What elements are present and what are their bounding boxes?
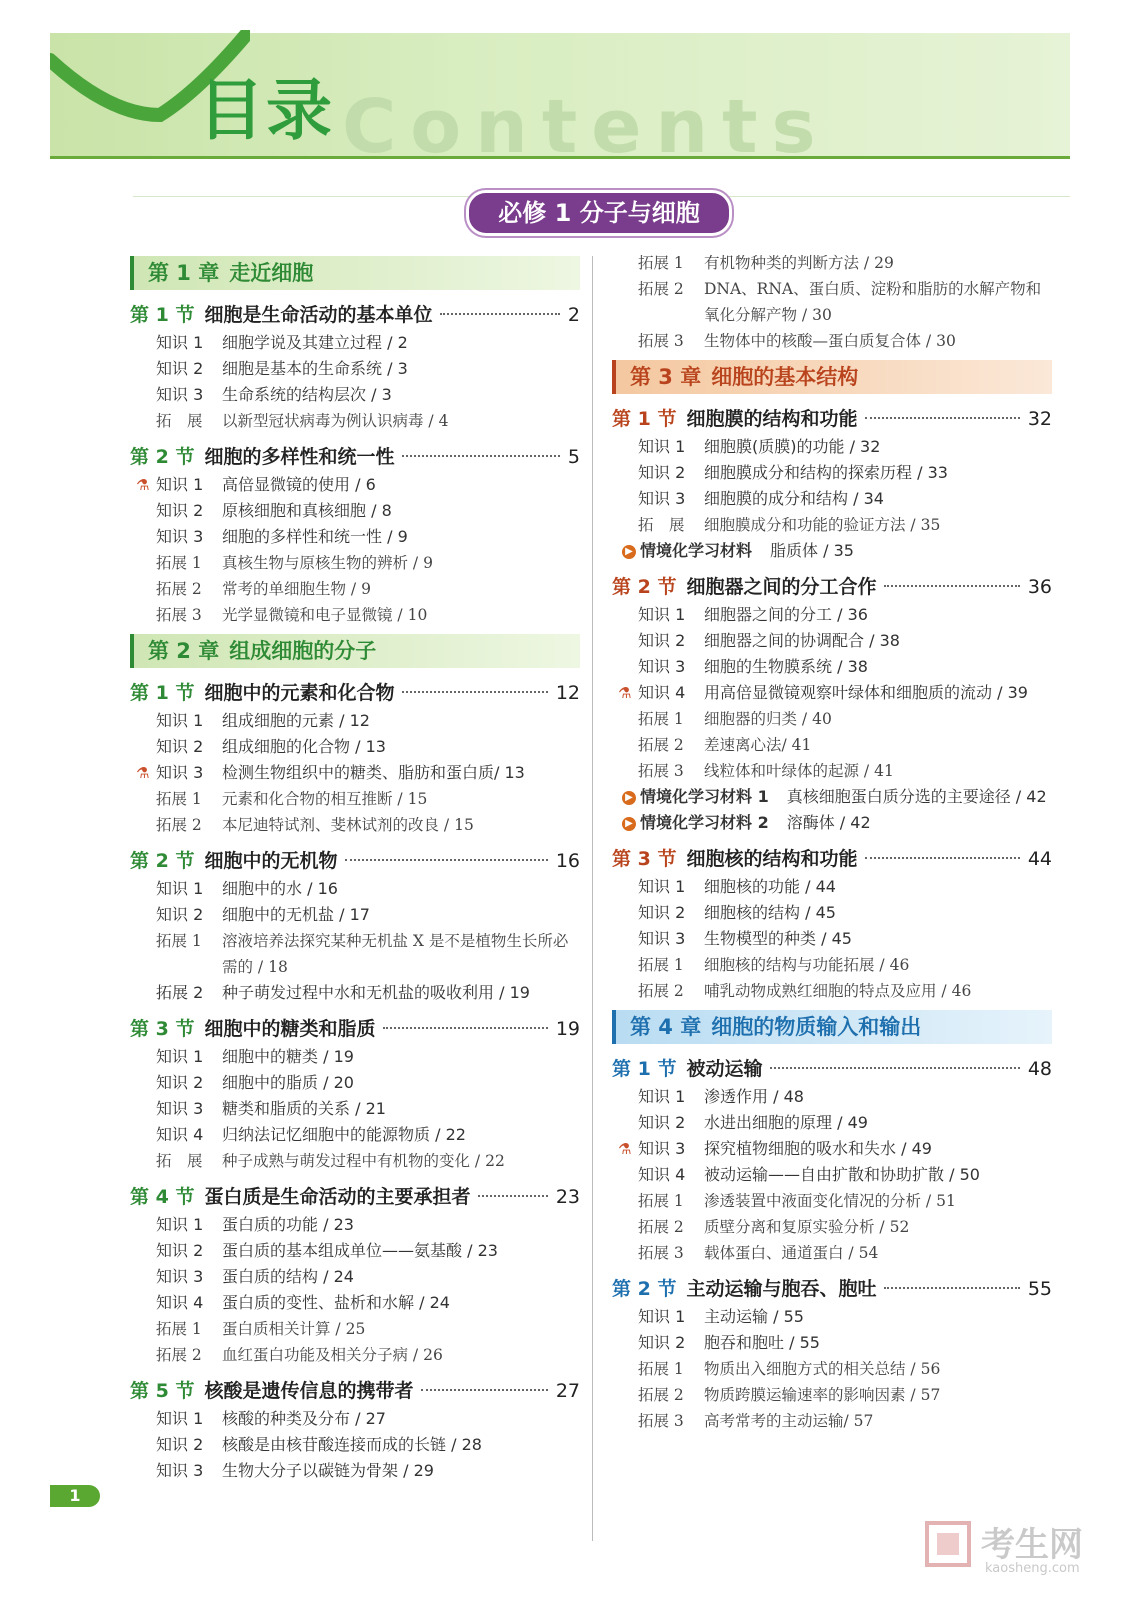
toc-item-text: 细胞核的结构 / 45	[704, 903, 836, 922]
toc-item	[130, 602, 580, 628]
toc-item-label: 知识 1	[638, 437, 686, 456]
toc-item-label: 拓展 2	[638, 1386, 684, 1404]
chapter-number: 第 3 章	[630, 365, 702, 389]
dot-leader	[345, 859, 547, 861]
toc-item	[130, 1070, 580, 1096]
toc-item-text: 用高倍显微镜观察叶绿体和细胞质的流动 / 39	[704, 683, 1028, 702]
watermark-text: 考生网	[981, 1525, 1083, 1565]
dot-leader	[383, 1027, 547, 1029]
dot-leader	[478, 1195, 547, 1197]
dot-leader	[865, 857, 1019, 859]
dot-leader	[770, 1067, 1019, 1069]
toc-item	[130, 902, 580, 928]
section-page: 55	[1027, 1278, 1052, 1300]
dot-leader	[421, 1389, 547, 1391]
toc-item	[612, 1240, 1052, 1266]
toc-item	[612, 328, 1052, 354]
toc-item	[130, 708, 580, 734]
toc-item-text: 组成细胞的元素 / 12	[222, 711, 370, 730]
chapter-number: 第 2 章	[148, 639, 220, 663]
chapter-heading	[130, 634, 580, 668]
toc-item-label: 拓展 3	[156, 606, 202, 624]
toc-item-label: 知识 1	[156, 711, 204, 730]
toc-item-text: 细胞膜(质膜)的功能 / 32	[704, 437, 881, 456]
toc-item-text: 元素和化合物的相互推断 / 15	[222, 790, 428, 808]
toc-item-label: 知识 3	[156, 1267, 204, 1286]
toc-item-label: 拓 展	[156, 1152, 203, 1170]
dot-leader	[402, 455, 559, 457]
section-page: 23	[555, 1186, 580, 1208]
toc-item-text: 溶液培养法探究某种无机盐 X 是不是植物生长所必需的 / 18	[222, 932, 569, 976]
toc-item	[130, 734, 580, 760]
toc-item-label: 拓展 2	[156, 816, 202, 834]
toc-item	[130, 876, 580, 902]
context-material-entry	[612, 538, 1052, 564]
toc-item-label: 知识 2	[638, 463, 686, 482]
toc-item-text: 血红蛋白功能及相关分子病 / 26	[222, 1346, 443, 1364]
toc-item-text: 原核细胞和真核细胞 / 8	[222, 501, 392, 520]
section-number: 第 1 节	[612, 1058, 677, 1080]
toc-item-label: 拓展 3	[638, 1244, 684, 1262]
toc-item-text: 蛋白质的功能 / 23	[222, 1215, 354, 1234]
toc-left-column	[130, 250, 580, 1484]
toc-item	[612, 250, 1052, 276]
toc-item-label: 拓展 1	[156, 554, 202, 572]
toc-item-text: 细胞是基本的生命系统 / 3	[222, 359, 408, 378]
section-heading	[612, 1054, 1052, 1084]
toc-item-label: 知识 3	[638, 657, 686, 676]
toc-item	[612, 1162, 1052, 1188]
continued-items	[612, 250, 1052, 354]
toc-item-label	[622, 784, 769, 810]
toc-item	[612, 276, 1052, 328]
toc-item-label: 知识 4	[638, 1165, 686, 1184]
toc-item	[612, 732, 1052, 758]
toc-item	[130, 524, 580, 550]
toc-item	[130, 760, 580, 786]
section-page: 44	[1027, 848, 1052, 870]
section-title: 细胞器之间的分工合作	[686, 576, 877, 598]
toc-item-text: 真核生物与原核生物的辨析 / 9	[222, 554, 433, 572]
toc-item	[130, 498, 580, 524]
section-number: 第 1 节	[130, 304, 195, 326]
toc-item-text: 蛋白质的基本组成单位——氨基酸 / 23	[222, 1241, 498, 1260]
toc-item-text: 胞吞和胞吐 / 55	[704, 1333, 820, 1352]
section-page: 32	[1027, 408, 1052, 430]
toc-item	[612, 602, 1052, 628]
toc-item	[130, 472, 580, 498]
arrow-circle-icon: ▶	[622, 545, 636, 559]
toc-item	[130, 980, 580, 1006]
toc-item	[612, 926, 1052, 952]
toc-item	[612, 486, 1052, 512]
section-page: 27	[555, 1380, 580, 1402]
toc-item-text: 有机物种类的判断方法 / 29	[704, 254, 894, 272]
toc-item-text: 蛋白质的变性、盐析和水解 / 24	[222, 1293, 450, 1312]
toc-item-text: 细胞膜成分和功能的验证方法 / 35	[704, 516, 941, 534]
toc-item-text: 蛋白质相关计算 / 25	[222, 1320, 366, 1338]
toc-item-label: 知识 2	[638, 1333, 686, 1352]
toc-item-label: 知识 2	[156, 737, 204, 756]
section-title: 细胞中的元素和化合物	[204, 682, 395, 704]
section-title: 核酸是遗传信息的携带者	[204, 1380, 414, 1402]
toc-item-text: 细胞核的结构与功能拓展 / 46	[704, 956, 910, 974]
toc-item-label-text: 情境化学习材料	[640, 541, 753, 560]
toc-item-label: 拓展 1	[638, 956, 684, 974]
toc-item-text: 物质出入细胞方式的相关总结 / 56	[704, 1360, 941, 1378]
toc-item-text: 细胞的多样性和统一性 / 9	[222, 527, 408, 546]
toc-item-text: 糖类和脂质的关系 / 21	[222, 1099, 386, 1118]
section-number: 第 5 节	[130, 1380, 195, 1402]
toc-item-label: 知识 1	[638, 1087, 686, 1106]
toc-item-text: 被动运输——自由扩散和协助扩散 / 50	[704, 1165, 980, 1184]
section-heading	[130, 1182, 580, 1212]
toc-item	[612, 706, 1052, 732]
toc-item-label: 知识 2	[638, 903, 686, 922]
section-number: 第 4 节	[130, 1186, 195, 1208]
section-title: 蛋白质是生命活动的主要承担者	[204, 1186, 471, 1208]
toc-item-label: 知识 2	[156, 501, 204, 520]
toc-item-text: 组成细胞的化合物 / 13	[222, 737, 386, 756]
toc-item-text: 生物大分子以碳链为骨架 / 29	[222, 1461, 434, 1480]
toc-item-text: 质壁分离和复原实验分析 / 52	[704, 1218, 910, 1236]
toc-item-label: 拓展 2	[156, 580, 202, 598]
toc-item	[130, 356, 580, 382]
toc-item	[612, 874, 1052, 900]
toc-item-label: 拓展 1	[156, 790, 202, 808]
section-title: 主动运输与胞吞、胞吐	[686, 1278, 877, 1300]
section-page: 16	[555, 850, 580, 872]
section-heading	[612, 1274, 1052, 1304]
toc-item	[612, 1214, 1052, 1240]
toc-item	[130, 786, 580, 812]
toc-item-text: 细胞中的脂质 / 20	[222, 1073, 354, 1092]
flask-icon: ⚗	[618, 1140, 632, 1158]
section-page: 2	[567, 304, 580, 326]
section-title: 细胞的多样性和统一性	[204, 446, 395, 468]
toc-item-text: 细胞的生物膜系统 / 38	[704, 657, 868, 676]
section-title: 细胞核的结构和功能	[686, 848, 858, 870]
toc-item-label: 拓展 2	[638, 982, 684, 1000]
toc-item-text: 细胞中的水 / 16	[222, 879, 338, 898]
toc-item-text: 载体蛋白、通道蛋白 / 54	[704, 1244, 879, 1262]
toc-item-label: 知识 1	[156, 1409, 204, 1428]
kaosheng-logo-icon	[925, 1521, 971, 1567]
toc-item	[130, 1044, 580, 1070]
arrow-circle-icon: ▶	[622, 817, 636, 831]
section-title: 细胞中的无机物	[204, 850, 338, 872]
toc-item-label: 拓展 1	[156, 1320, 202, 1338]
toc-item-text: 归纳法记忆细胞中的能源物质 / 22	[222, 1125, 466, 1144]
toc-item-text: 光学显微镜和电子显微镜 / 10	[222, 606, 428, 624]
toc-item-label: 拓展 1	[638, 710, 684, 728]
dot-leader	[865, 417, 1019, 419]
toc-item	[612, 1304, 1052, 1330]
section-page: 19	[555, 1018, 580, 1040]
toc-item-text: 核酸的种类及分布 / 27	[222, 1409, 386, 1428]
toc-item-label: 知识 4	[638, 683, 686, 702]
toc-item-label: 知识 3	[638, 489, 686, 508]
section-heading	[130, 300, 580, 330]
section-heading	[612, 572, 1052, 602]
toc-item-label: 知识 1	[156, 475, 204, 494]
toc-item	[612, 1356, 1052, 1382]
section-heading	[130, 1376, 580, 1406]
toc-item	[130, 1290, 580, 1316]
toc-item-label: 拓展 2	[638, 1218, 684, 1236]
toc-item	[130, 1122, 580, 1148]
toc-item-label: 拓展 1	[638, 254, 684, 272]
chapter-heading	[612, 360, 1052, 394]
toc-item-label: 知识 1	[156, 1047, 204, 1066]
toc-item-text: 物质跨膜运输速率的影响因素 / 57	[704, 1386, 941, 1404]
section-number: 第 2 节	[130, 446, 195, 468]
toc-item-text: 细胞器的归类 / 40	[704, 710, 832, 728]
toc-item-text: 细胞膜成分和结构的探索历程 / 33	[704, 463, 948, 482]
page-title: 目录	[198, 72, 334, 149]
toc-item-text: 主动运输 / 55	[704, 1307, 804, 1326]
toc-item-text: 高考常考的主动运输/ 57	[704, 1412, 874, 1430]
toc-item	[130, 1238, 580, 1264]
section-heading	[130, 1014, 580, 1044]
section-number: 第 2 节	[130, 850, 195, 872]
toc-item-text: 细胞器之间的协调配合 / 38	[704, 631, 900, 650]
toc-item-text: 细胞膜的成分和结构 / 34	[704, 489, 884, 508]
section-title: 被动运输	[686, 1058, 763, 1080]
toc-item	[130, 408, 580, 434]
section-heading	[612, 844, 1052, 874]
chapter-title: 细胞的基本结构	[711, 365, 859, 389]
section-number: 第 3 节	[612, 848, 677, 870]
toc-item-label: 拓展 1	[638, 1360, 684, 1378]
arrow-circle-icon: ▶	[622, 791, 636, 805]
toc-right-column	[612, 250, 1052, 1434]
flask-icon: ⚗	[136, 764, 150, 782]
toc-item	[612, 1382, 1052, 1408]
section-title: 细胞中的糖类和脂质	[204, 1018, 376, 1040]
toc-item-label-text: 情境化学习材料 2	[640, 813, 769, 832]
flask-icon: ⚗	[618, 684, 632, 702]
toc-item-label-text: 情境化学习材料 1	[640, 787, 769, 806]
section-number: 第 1 节	[612, 408, 677, 430]
toc-item	[130, 1316, 580, 1342]
section-heading	[130, 846, 580, 876]
chapter-title: 走近细胞	[229, 261, 314, 285]
section-heading	[130, 442, 580, 472]
toc-item	[612, 1136, 1052, 1162]
toc-item-text: 线粒体和叶绿体的起源 / 41	[704, 762, 894, 780]
chapter-title: 组成细胞的分子	[229, 639, 377, 663]
toc-item	[612, 1084, 1052, 1110]
toc-item-label: 知识 3	[156, 1461, 204, 1480]
toc-item-text: 本尼迪特试剂、斐林试剂的改良 / 15	[222, 816, 474, 834]
toc-item-label: 知识 1	[156, 1215, 204, 1234]
toc-item	[612, 654, 1052, 680]
toc-item-text: 种子成熟与萌发过程中有机物的变化 / 22	[222, 1152, 505, 1170]
toc-item-label: 知识 1	[638, 877, 686, 896]
toc-item-label: 知识 3	[638, 1139, 686, 1158]
watermark	[925, 1515, 1115, 1585]
toc-item-text: 溶酶体 / 42	[786, 813, 871, 832]
section-page: 48	[1027, 1058, 1052, 1080]
toc-item-label: 拓展 1	[156, 932, 202, 950]
toc-item-label: 拓展 1	[638, 1192, 684, 1210]
toc-item	[130, 576, 580, 602]
toc-item	[130, 330, 580, 356]
chapter-title: 细胞的物质输入和输出	[711, 1015, 922, 1039]
dot-leader	[440, 313, 559, 315]
dot-leader	[884, 1287, 1019, 1289]
toc-item-text: 水进出细胞的原理 / 49	[704, 1113, 868, 1132]
toc-item-text: 细胞中的无机盐 / 17	[222, 905, 370, 924]
toc-item-text: 差速离心法/ 41	[704, 736, 812, 754]
toc-item-text: 核酸是由核苷酸连接而成的长链 / 28	[222, 1435, 482, 1454]
toc-item-label: 知识 2	[156, 359, 204, 378]
toc-item	[612, 1110, 1052, 1136]
toc-item-label: 拓展 3	[638, 762, 684, 780]
toc-item	[130, 1264, 580, 1290]
toc-item-label: 知识 2	[156, 1073, 204, 1092]
toc-item-text: 细胞核的功能 / 44	[704, 877, 836, 896]
toc-item-label: 拓展 2	[156, 983, 204, 1002]
toc-item-text: 生物体中的核酸—蛋白质复合体 / 30	[704, 332, 956, 350]
toc-item	[130, 550, 580, 576]
toc-item	[612, 900, 1052, 926]
toc-item	[130, 1406, 580, 1432]
column-divider	[592, 256, 593, 1541]
toc-item	[130, 1096, 580, 1122]
toc-item-label: 知识 2	[156, 1241, 204, 1260]
toc-item-label: 知识 3	[156, 763, 204, 782]
toc-item	[130, 1458, 580, 1484]
volume-badge: 必修 1 分子与细胞	[466, 190, 732, 236]
toc-item-text: 高倍显微镜的使用 / 6	[222, 475, 376, 494]
toc-item-text: 哺乳动物成熟红细胞的特点及应用 / 46	[704, 982, 972, 1000]
toc-item-text: 真核细胞蛋白质分选的主要途径 / 42	[786, 787, 1047, 806]
toc-item	[612, 1330, 1052, 1356]
toc-item-label: 知识 3	[156, 385, 204, 404]
toc-item	[612, 978, 1052, 1004]
toc-item-label: 知识 1	[156, 879, 204, 898]
toc-item	[130, 382, 580, 408]
toc-item-text: 蛋白质的结构 / 24	[222, 1267, 354, 1286]
toc-item	[612, 628, 1052, 654]
toc-item-text: 探究植物细胞的吸水和失水 / 49	[704, 1139, 932, 1158]
context-material-entry	[612, 810, 1052, 836]
toc-item	[612, 758, 1052, 784]
section-page: 12	[555, 682, 580, 704]
section-page: 36	[1027, 576, 1052, 598]
toc-item	[130, 1212, 580, 1238]
toc-item-text: 细胞中的糖类 / 19	[222, 1047, 354, 1066]
toc-item-text: 种子萌发过程中水和无机盐的吸收利用 / 19	[222, 983, 530, 1002]
toc-item	[612, 952, 1052, 978]
toc-item	[612, 460, 1052, 486]
toc-item-label: 知识 1	[638, 1307, 686, 1326]
toc-item-text: 脂质体 / 35	[770, 541, 854, 560]
toc-item-label: 知识 1	[638, 605, 686, 624]
toc-item	[130, 1432, 580, 1458]
toc-item-label	[622, 810, 769, 836]
toc-item-label: 知识 2	[156, 905, 204, 924]
toc-item-text: 渗透作用 / 48	[704, 1087, 804, 1106]
toc-item-label: 拓 展	[638, 516, 685, 534]
right-chapters	[612, 360, 1052, 1434]
toc-item-text: 生命系统的结构层次 / 3	[222, 385, 392, 404]
toc-item-text: 常考的单细胞生物 / 9	[222, 580, 371, 598]
section-number: 第 2 节	[612, 1278, 677, 1300]
toc-item-label: 知识 2	[638, 1113, 686, 1132]
toc-item-label: 知识 3	[156, 527, 204, 546]
context-material-entry	[612, 784, 1052, 810]
toc-item-text: 细胞器之间的分工 / 36	[704, 605, 868, 624]
section-heading	[612, 404, 1052, 434]
section-number: 第 1 节	[130, 682, 195, 704]
toc-item-text: 检测生物组织中的糖类、脂肪和蛋白质/ 13	[222, 763, 525, 782]
toc-item-label: 知识 3	[156, 1099, 204, 1118]
toc-item-label: 知识 4	[156, 1125, 204, 1144]
toc-item	[130, 928, 580, 980]
toc-item	[130, 1148, 580, 1174]
toc-item-label: 知识 1	[156, 333, 204, 352]
section-number: 第 2 节	[612, 576, 677, 598]
toc-item	[612, 1408, 1052, 1434]
toc-item-label: 拓展 2	[638, 280, 684, 298]
toc-item-text: 以新型冠状病毒为例认识病毒 / 4	[222, 412, 449, 430]
header-subtitle: Contents	[342, 84, 830, 170]
toc-item-label: 知识 2	[156, 1435, 204, 1454]
toc-item	[612, 434, 1052, 460]
dot-leader	[884, 585, 1019, 587]
section-number: 第 3 节	[130, 1018, 195, 1040]
chapter-number: 第 4 章	[630, 1015, 702, 1039]
toc-item-label: 知识 4	[156, 1293, 204, 1312]
toc-item	[612, 512, 1052, 538]
chapter-heading	[612, 1010, 1052, 1044]
toc-item-text: 细胞学说及其建立过程 / 2	[222, 333, 408, 352]
toc-item-label: 拓 展	[156, 412, 203, 430]
dot-leader	[402, 691, 547, 693]
toc-item-label: 知识 3	[638, 929, 686, 948]
section-title: 细胞膜的结构和功能	[686, 408, 858, 430]
flask-icon: ⚗	[136, 476, 150, 494]
watermark-url: kaosheng.com	[985, 1561, 1080, 1576]
page-number: 1	[50, 1485, 100, 1507]
toc-item-label: 拓展 3	[638, 332, 684, 350]
toc-item-label: 拓展 2	[638, 736, 684, 754]
toc-item	[612, 680, 1052, 706]
toc-item-label: 拓展 2	[156, 1346, 202, 1364]
toc-item-text: 渗透装置中液面变化情况的分析 / 51	[704, 1192, 956, 1210]
toc-item-text: DNA、RNA、蛋白质、淀粉和脂肪的水解产物和氧化分解产物 / 30	[704, 280, 1042, 324]
toc-item-text: 生物模型的种类 / 45	[704, 929, 852, 948]
section-heading	[130, 678, 580, 708]
chapter-number: 第 1 章	[148, 261, 220, 285]
toc-item	[130, 1342, 580, 1368]
toc-item	[612, 1188, 1052, 1214]
toc-item-label: 知识 2	[638, 631, 686, 650]
section-page: 5	[567, 446, 580, 468]
toc-item	[130, 812, 580, 838]
toc-item-label: 拓展 3	[638, 1412, 684, 1430]
section-title: 细胞是生命活动的基本单位	[204, 304, 433, 326]
chapter-heading	[130, 256, 580, 290]
toc-item-label	[622, 538, 752, 564]
